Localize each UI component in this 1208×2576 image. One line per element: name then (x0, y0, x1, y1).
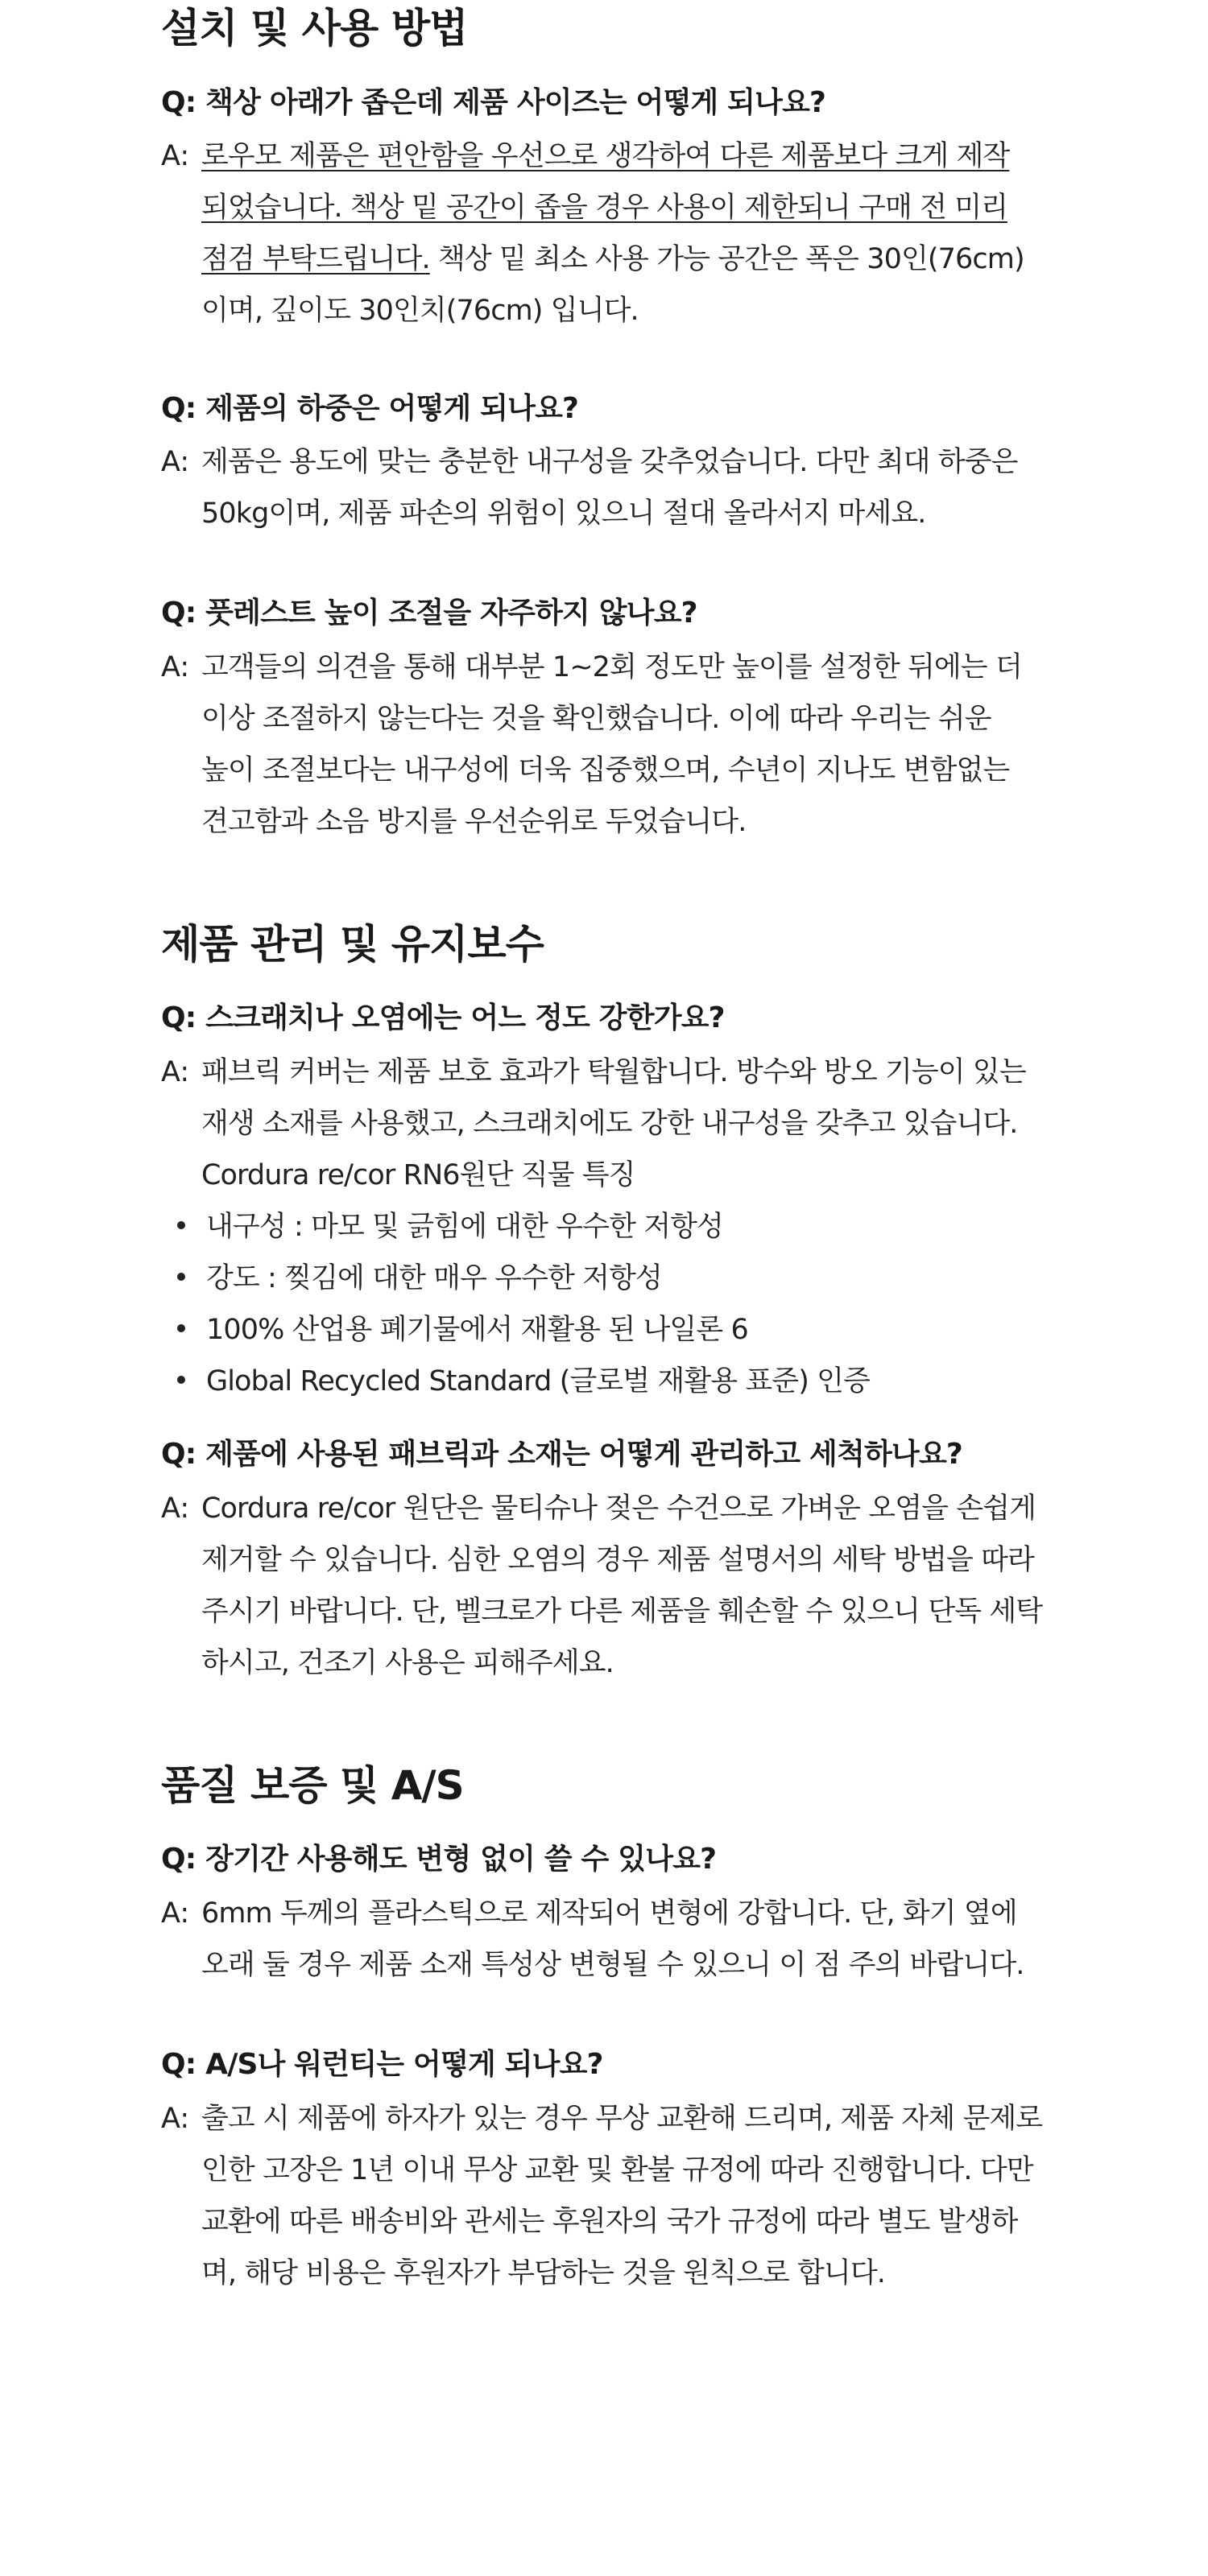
faq-answer (161, 1888, 1063, 1991)
answer-line: 하시고, 건조기 사용은 피해주세요. (201, 1647, 614, 1679)
bullet-item (177, 1304, 870, 1356)
faq-question: Q: 제품에 사용된 패브릭과 소재는 어떻게 관리하고 세척하나요? (161, 1438, 963, 1471)
faq-question: Q: A/S나 워런티는 어떻게 되나요? (161, 2048, 603, 2081)
answer-line: 출고 시 제품에 하자가 있는 경우 무상 교환해 드리며, 제품 자체 문제로 (201, 2103, 1043, 2135)
answer-line: 6mm 두께의 플라스틱으로 제작되어 변형에 강합니다. 단, 화기 옆에 (201, 1897, 1017, 1930)
faq-answer (161, 2093, 1063, 2299)
answer-line: 재생 소재를 사용했고, 스크래치에도 강한 내구성을 갖추고 있습니다. (201, 1108, 1018, 1140)
answer-text: 책상 밑 최소 사용 가능 공간은 폭은 30인(76cm) (429, 243, 1024, 275)
faq-answer (161, 1046, 1063, 1201)
bullet-text: 100% 산업용 폐기물에서 재활용 된 나일론 6 (206, 1314, 748, 1346)
faq-question: Q: 스크래치나 오염에는 어느 정도 강한가요? (161, 1001, 725, 1034)
feature-bullet-list (177, 1201, 870, 1407)
answer-line: 이며, 깊이도 30인치(76cm) 입니다. (201, 295, 639, 327)
answer-line: 며, 해당 비용은 후원자가 부담하는 것을 원칙으로 합니다. (201, 2257, 885, 2289)
faq-answer (161, 130, 1063, 336)
section-title-installation: 설치 및 사용 방법 (161, 5, 468, 52)
answer-prefix: A: (161, 446, 190, 478)
bullet-text: 강도 : 찢김에 대한 매우 우수한 저항성 (206, 1262, 662, 1294)
answer-line: 오래 둘 경우 제품 소재 특성상 변형될 수 있으니 이 점 주의 바랍니다. (201, 1949, 1024, 1981)
faq-question: Q: 책상 아래가 좁은데 제품 사이즈는 어떻게 되나요? (161, 86, 826, 119)
answer-prefix: A: (161, 1492, 190, 1525)
answer-prefix: A: (161, 1897, 190, 1930)
bullet-dot-icon (177, 1376, 185, 1384)
section-title-warranty: 품질 보증 및 A/S (161, 1762, 464, 1809)
faq-question: Q: 제품의 하중은 어떻게 되나요? (161, 392, 579, 425)
faq-answer (161, 1483, 1063, 1689)
answer-line (201, 233, 1063, 285)
answer-line: 이상 조절하지 않는다는 것을 확인했습니다. 이에 따라 우리는 쉬운 (201, 703, 991, 735)
bullet-dot-icon (177, 1324, 185, 1332)
answer-line: 견고함과 소음 방지를 우선순위로 두었습니다. (201, 806, 747, 838)
answer-line: 제품은 용도에 맞는 충분한 내구성을 갖추었습니다. 다만 최대 하중은 (201, 446, 1018, 478)
faq-question: Q: 풋레스트 높이 조절을 자주하지 않나요? (161, 597, 697, 630)
bullet-dot-icon (177, 1221, 185, 1229)
answer-line: 주시기 바랍니다. 단, 벨크로가 다른 제품을 훼손할 수 있으니 단독 세탁 (201, 1596, 1043, 1628)
answer-line: 되었습니다. 책상 밑 공간이 좁을 경우 사용이 제한되니 구매 전 미리 (201, 192, 1008, 224)
faq-answer (161, 642, 1063, 848)
answer-line: 제거할 수 있습니다. 심한 오염의 경우 제품 설명서의 세탁 방법을 따라 (201, 1544, 1034, 1576)
answer-line: 패브릭 커버는 제품 보호 효과가 탁월합니다. 방수와 방오 기능이 있는 (201, 1056, 1026, 1088)
answer-prefix: A: (161, 140, 190, 172)
bullet-text: 내구성 : 마모 및 긁힘에 대한 우수한 저항성 (206, 1211, 723, 1243)
answer-line: 로우모 제품은 편안함을 우선으로 생각하여 다른 제품보다 크게 제작 (201, 140, 1010, 172)
bullet-item (177, 1356, 870, 1407)
answer-line: 50kg이며, 제품 파손의 위험이 있으니 절대 올라서지 마세요. (201, 497, 926, 530)
answer-line: 고객들의 의견을 통해 대부분 1~2회 정도만 높이를 설정한 뒤에는 더 (201, 651, 1022, 683)
answer-prefix: A: (161, 2103, 190, 2135)
answer-line: Cordura re/cor 원단은 물티슈나 젖은 수건으로 가벼운 오염을 손쉽게 (201, 1492, 1036, 1525)
answer-prefix: A: (161, 651, 190, 683)
answer-line: 인한 고장은 1년 이내 무상 교환 및 환불 규정에 따라 진행합니다. 다만 (201, 2154, 1033, 2186)
answer-prefix: A: (161, 1056, 190, 1088)
faq-answer (161, 436, 1063, 539)
answer-underlined-text: 점검 부탁드립니다. (201, 243, 430, 275)
section-title-care: 제품 관리 및 유지보수 (161, 921, 544, 968)
answer-line: 교환에 따른 배송비와 관세는 후원자의 국가 규정에 따라 별도 발생하 (201, 2206, 1018, 2238)
bullet-item (177, 1201, 870, 1253)
answer-line: 높이 조절보다는 내구성에 더욱 집중했으며, 수년이 지나도 변함없는 (201, 754, 1010, 786)
faq-question: Q: 장기간 사용해도 변형 없이 쓸 수 있나요? (161, 1843, 717, 1876)
bullet-dot-icon (177, 1273, 185, 1281)
bullet-item (177, 1253, 870, 1304)
bullet-text: Global Recycled Standard (글로벌 재활용 표준) 인증 (206, 1365, 870, 1397)
answer-line: Cordura re/cor RN6원단 직물 특징 (201, 1159, 635, 1191)
